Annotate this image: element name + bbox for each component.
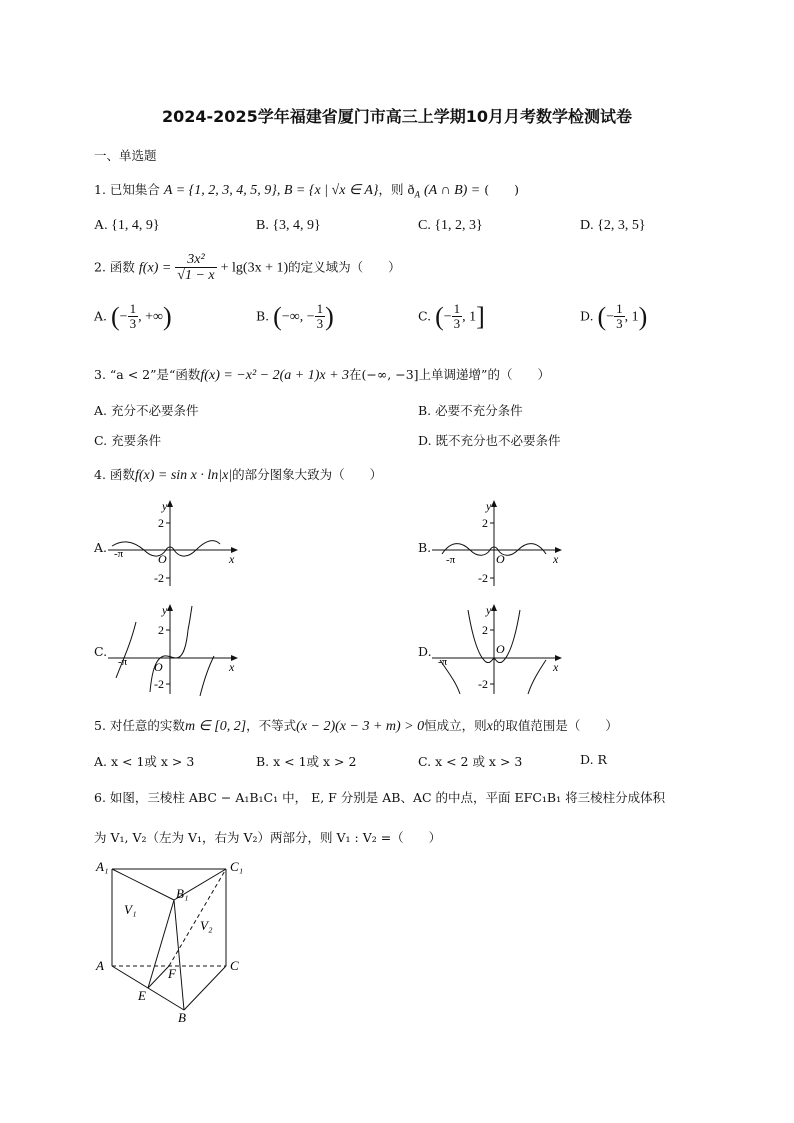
axis-x-label: x	[553, 660, 559, 674]
q1-set-b: , B = {x | √x ∈ A}	[276, 183, 379, 198]
q2-option-a-label: A.	[94, 308, 108, 324]
q2-option-c-den: 3	[453, 316, 461, 332]
q4-graph-a	[108, 496, 240, 588]
q3-option-a: A. 充分不必要条件	[94, 403, 199, 418]
q1-blank: ( )	[484, 182, 519, 197]
q2-denominator: √1 − x	[177, 268, 215, 284]
q4-graph-c-label: C.	[94, 644, 108, 659]
tick-neg-2: -2	[154, 677, 164, 691]
label-b: B	[178, 1010, 186, 1024]
q1-option-a: A. {1, 4, 9}	[94, 218, 160, 233]
q2-option-a: A. (− $\frac{1}{3}$ , +∞)	[94, 301, 172, 332]
tick-neg-2: -2	[154, 571, 164, 585]
q5-m-range: m ∈ [0, 2]	[184, 719, 247, 734]
q5-text-4: 的取值范围是（ ）	[492, 718, 618, 733]
q2-option-a-den: 3	[129, 316, 137, 332]
q4-graph-d-label: D.	[418, 644, 432, 659]
q2-option-b-den: 3	[316, 316, 324, 332]
q2-option-a-num: 1	[129, 301, 137, 316]
q3-formula: f(x) = −x² − 2(a + 1)x + 3	[200, 368, 350, 383]
origin-label: O	[154, 660, 163, 674]
axis-y-label: y	[162, 603, 168, 617]
axis-y-label: y	[486, 499, 492, 513]
origin-label: O	[496, 642, 505, 656]
q3-number: 3.	[94, 367, 106, 382]
q4-graph-d	[432, 600, 564, 696]
q2-option-b: B. (−∞, − $\frac{1}{3}$ )	[256, 301, 334, 332]
q4-number: 4.	[94, 467, 106, 482]
q4-formula: f(x) = sin x · ln|x|	[134, 468, 233, 483]
question-3	[94, 365, 550, 384]
q4-graph-b	[432, 496, 564, 588]
q1-then: ，则	[378, 182, 404, 197]
q2-plus-log: + lg(3x + 1)	[220, 260, 289, 276]
q5-text-3: 恒成立，则	[424, 718, 487, 733]
q4-text-1: 函数	[109, 467, 135, 482]
tick-2: 2	[482, 516, 488, 530]
q2-numerator: 3x²	[175, 252, 216, 268]
q5-option-c: C. x < 2 或 x > 3	[418, 754, 523, 769]
q2-option-c-left: −	[443, 309, 452, 325]
tick-neg-2: -2	[478, 571, 488, 585]
q1-option-c: C. {1, 2, 3}	[418, 218, 483, 233]
page-title: 2024-2025学年福建省厦门市高三上学期10月月考数学检测试卷	[162, 107, 632, 126]
axis-x-label: x	[229, 552, 235, 566]
q2-number: 2.	[94, 259, 106, 275]
q2-option-c-right: , 1	[462, 309, 477, 325]
origin-label: O	[158, 552, 167, 566]
label-f: F	[168, 966, 176, 981]
q2-option-d-right: , 1	[624, 309, 639, 325]
q2-stem: 函数	[109, 259, 135, 275]
axis-y-label: y	[486, 603, 492, 617]
q2-option-d-den: 3	[616, 316, 623, 332]
q2-option-b-left: −∞, −	[281, 309, 315, 325]
q1-set-a: A = {1, 2, 3, 4, 5, 9}	[163, 183, 277, 198]
axis-x-label: x	[229, 660, 235, 674]
q1-expr: (A ∩ B) =	[424, 183, 481, 198]
q1-option-d: D. {2, 3, 5}	[580, 218, 646, 233]
axis-y-label: y	[162, 499, 168, 513]
tick-2: 2	[482, 623, 488, 637]
q1-complement-sub: A	[414, 189, 421, 200]
tick-2: 2	[158, 516, 164, 530]
label-v2: V₂	[200, 918, 213, 933]
label-c1: C₁	[230, 859, 244, 874]
q3-option-c: C. 充要条件	[94, 433, 162, 448]
q1-option-b: B. {3, 4, 9}	[256, 218, 321, 233]
q2-option-b-num: 1	[316, 301, 324, 316]
q5-text-1: 对任意的实数	[109, 718, 185, 733]
q2-fx: f(x) =	[138, 260, 172, 276]
q4-graph-a-label: A.	[94, 540, 108, 555]
tick-neg-2: -2	[478, 677, 488, 691]
q6-line-1: 如图，三棱柱 ABC − A₁B₁C₁ 中， E, F 分别是 AB、AC 的中点，平面 EFC₁B₁ 将三棱柱分成体积	[109, 790, 666, 805]
q2-option-b-label: B.	[256, 308, 270, 324]
q4-graph-b-label: B.	[418, 540, 432, 555]
q5-option-b: B. x < 1或 x > 2	[256, 754, 357, 769]
label-v1: V₁	[124, 902, 137, 917]
question-4	[94, 465, 382, 484]
tick-neg-pi: -π	[438, 656, 448, 668]
q4-text-2: 的部分图象大致为（ ）	[232, 467, 383, 482]
q2-tail: 的定义域为（ ）	[288, 259, 401, 275]
q3-text-2: 在(−∞, −3]上单调递增”的（ ）	[349, 367, 550, 382]
q5-text-2: ，不等式	[246, 718, 297, 733]
q6-number: 6.	[94, 790, 106, 805]
q6-prism-figure	[92, 854, 262, 1024]
tick-neg-pi: -π	[446, 554, 456, 566]
q6-line-2: 为 V₁, V₂（左为 V₁，右为 V₂）两部分，则 V₁ : V₂ =（ ）	[94, 830, 442, 845]
q2-option-d-num: 1	[616, 301, 623, 316]
q5-option-a: A. x < 1或 x > 3	[94, 754, 195, 769]
q3-option-b: B. 必要不充分条件	[418, 403, 523, 418]
label-e: E	[138, 988, 146, 1003]
q2-option-d-left: −	[606, 309, 615, 325]
q2-option-c-label: C.	[418, 308, 432, 324]
label-a1: A₁	[96, 859, 109, 874]
label-c: C	[230, 958, 239, 973]
q2-option-a-left: −	[119, 309, 128, 325]
q5-inequality: (x − 2)(x − 3 + m) > 0	[296, 719, 425, 734]
q1-number: 1.	[94, 182, 106, 197]
tick-neg-pi: -π	[114, 548, 124, 560]
q5-number: 5.	[94, 718, 106, 733]
label-a: A	[96, 958, 104, 973]
q2-option-d-label: D.	[580, 308, 594, 324]
q2-option-c-num: 1	[453, 301, 461, 316]
question-1	[94, 180, 519, 200]
q2-option-a-right: , +∞	[138, 309, 163, 325]
q3-option-d: D. 既不充分也不必要条件	[418, 433, 561, 448]
section-heading: 一、单选题	[94, 148, 157, 163]
q1-complement: ð	[407, 183, 415, 198]
q1-stem: 已知集合	[109, 182, 160, 197]
q5-x: x	[486, 719, 493, 734]
tick-2: 2	[158, 623, 164, 637]
question-2	[94, 252, 401, 284]
q5-option-d: D. R	[580, 752, 607, 767]
origin-label: O	[496, 552, 505, 566]
axis-x-label: x	[553, 552, 559, 566]
q3-text-1: “a < 2”是“函数	[109, 367, 201, 382]
q4-graph-c	[108, 600, 240, 696]
q2-option-c: C. (− $\frac{1}{3}$ , 1]	[418, 301, 485, 332]
question-5	[94, 716, 618, 735]
tick-neg-pi: -π	[118, 656, 128, 668]
q2-option-d: D. (− $\frac{1}{3}$ , 1)	[580, 301, 648, 332]
q2-fraction	[175, 252, 216, 284]
question-6-line-1	[94, 788, 665, 806]
label-b1: B₁	[176, 886, 189, 901]
